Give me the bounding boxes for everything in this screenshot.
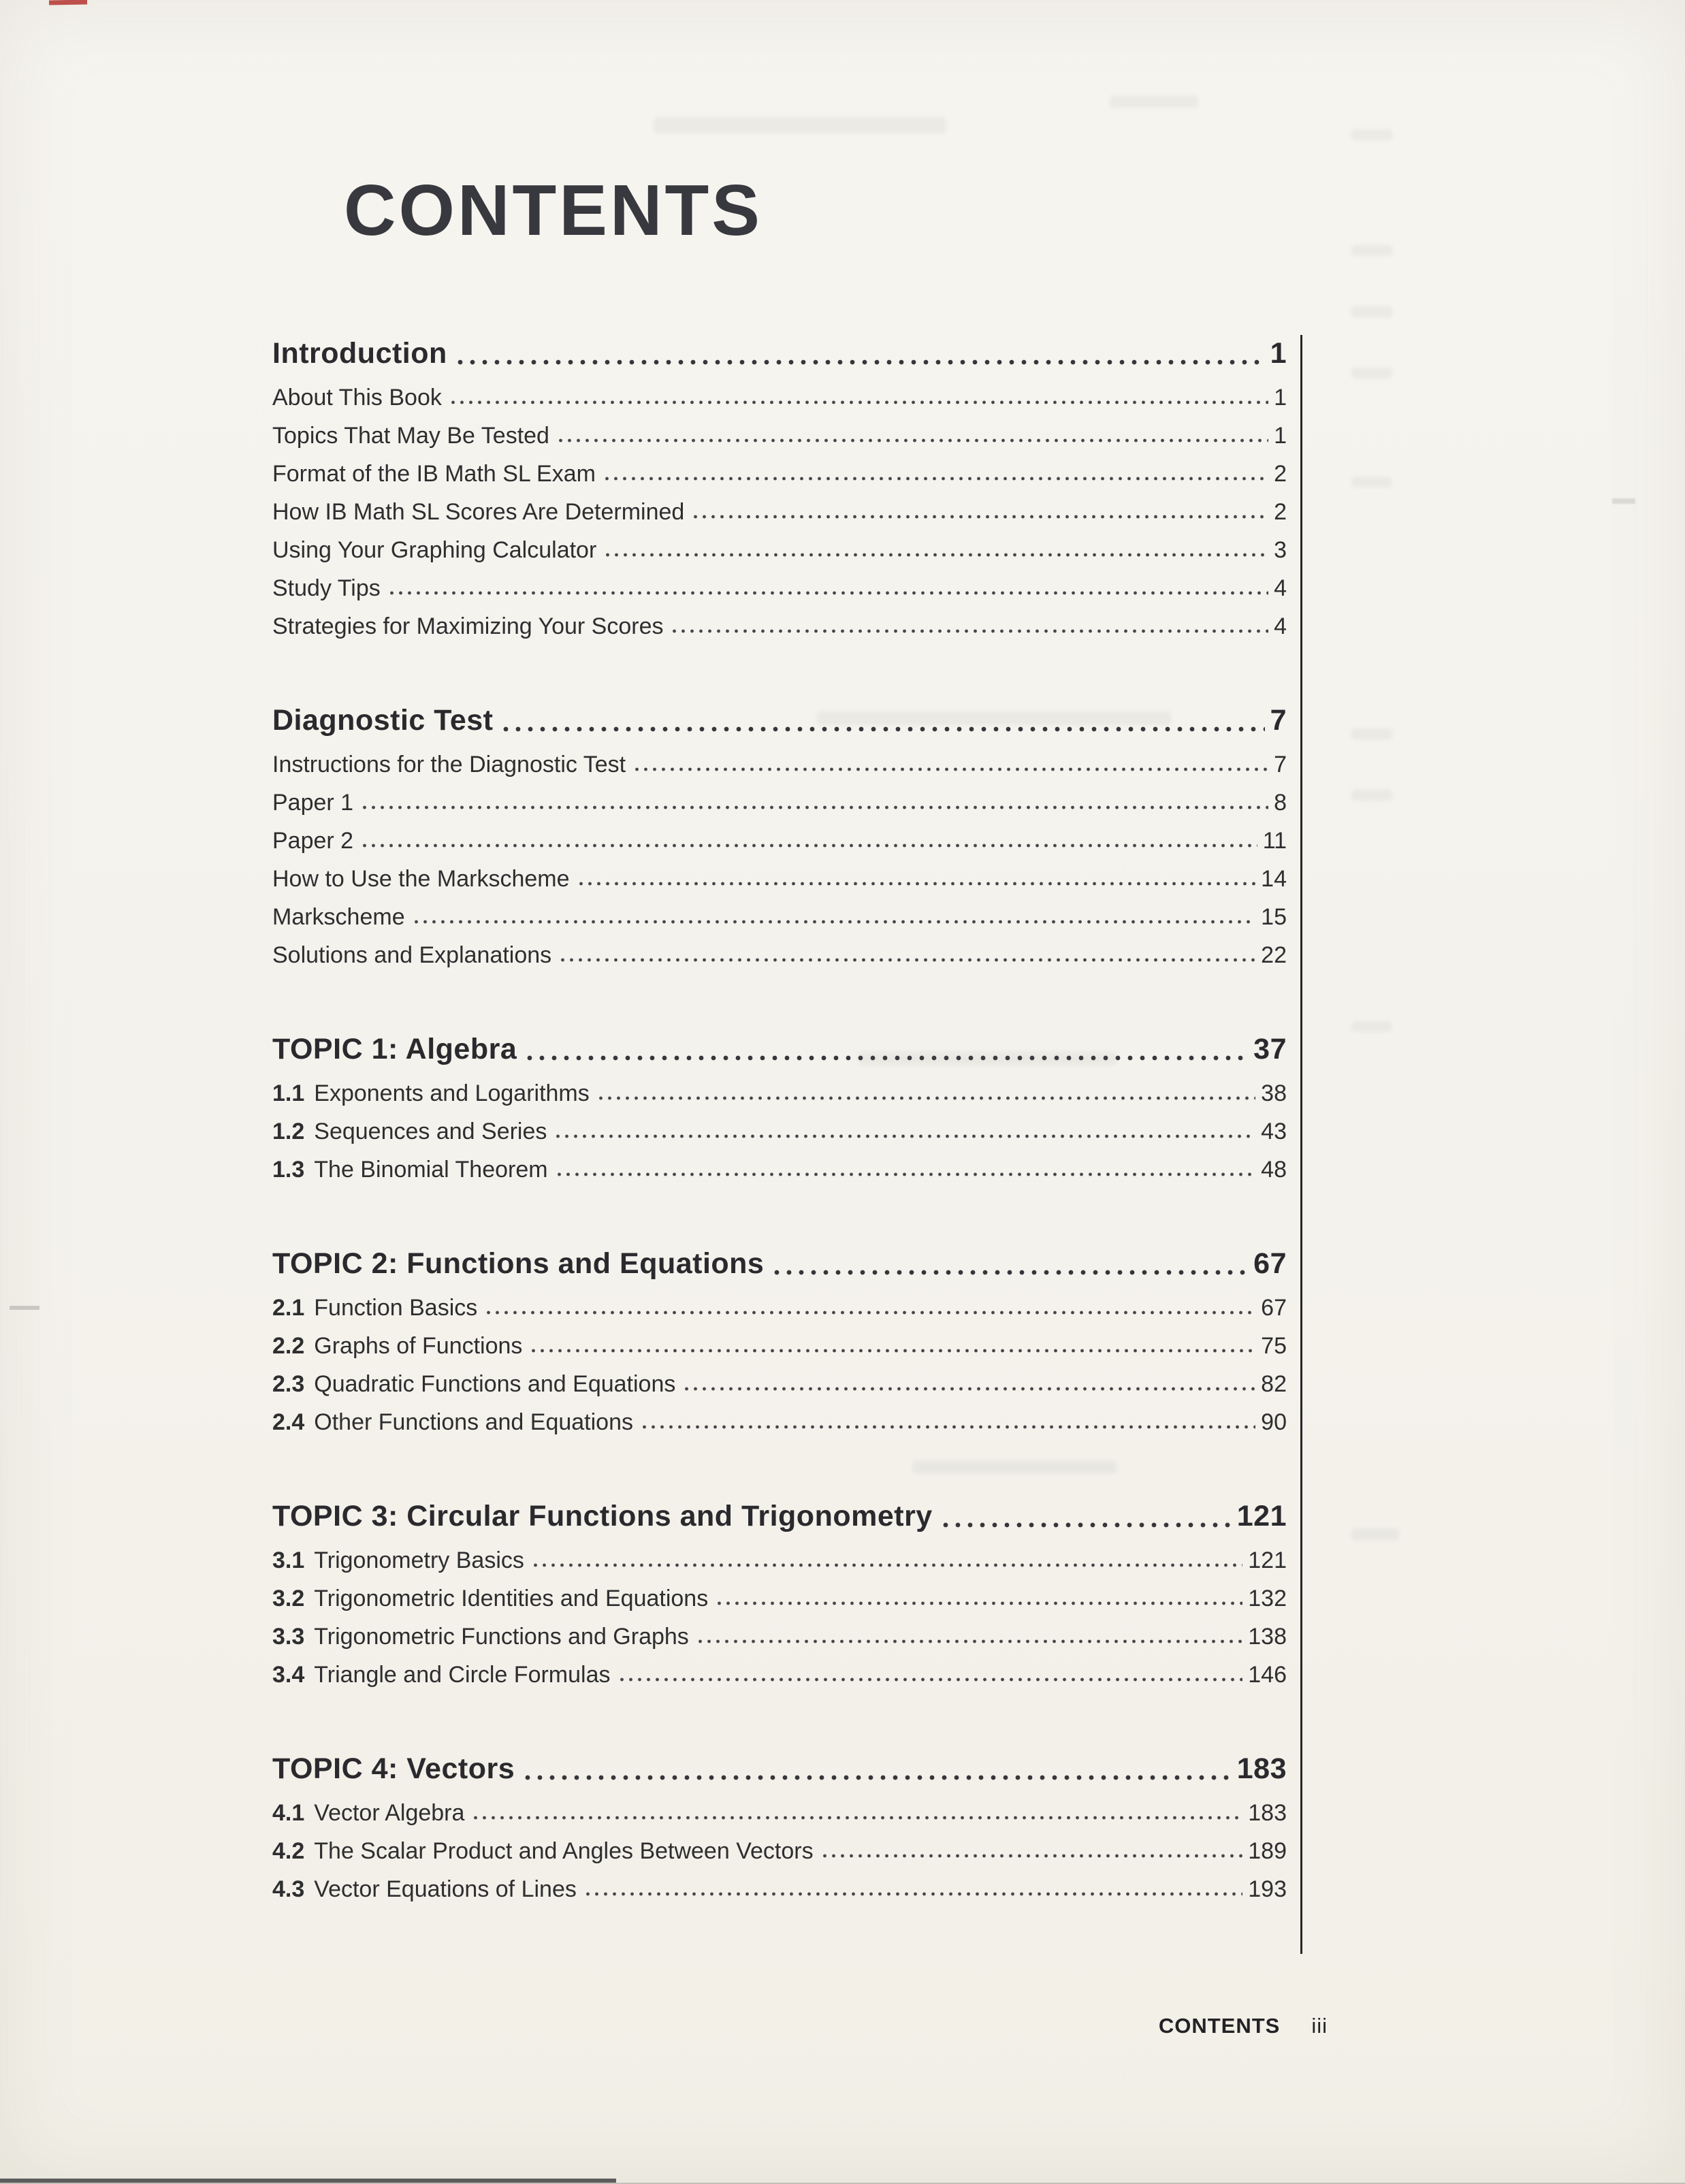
entry-page: 15 [1261, 904, 1287, 931]
entry-title: How to Use the Markscheme [272, 866, 570, 893]
toc-entry-row [272, 462, 1287, 485]
toc-entry-row [272, 1587, 1287, 1610]
dot-leader [412, 920, 1256, 924]
dot-leader [603, 477, 1268, 481]
section-heading-title: TOPIC 4: Vectors [272, 1752, 515, 1786]
entry-title: Solutions and Explanations [272, 942, 552, 969]
bleed-bar [1351, 129, 1392, 140]
toc-entry-row [272, 1334, 1287, 1358]
dot-leader [596, 1096, 1255, 1100]
scan-artifact-bottom-line [0, 2179, 616, 2183]
toc-entry-row [272, 577, 1287, 600]
scan-artifact-left-dash [10, 1306, 39, 1310]
section-entries [272, 753, 1287, 967]
toc-entry-row [272, 539, 1287, 562]
toc-entry-row [272, 1411, 1287, 1434]
section-heading-page: 7 [1270, 704, 1287, 737]
toc-entry-row [272, 615, 1287, 638]
entry-title: Function Basics [314, 1295, 478, 1321]
entry-title: Triangle and Circle Formulas [314, 1662, 611, 1688]
bleed-bar [1351, 368, 1392, 379]
bleed-bar [1110, 95, 1198, 108]
toc-entry-row [272, 753, 1287, 776]
bleed-bar [1351, 306, 1392, 317]
toc-section [272, 336, 1287, 638]
bleed-bar [1351, 728, 1392, 739]
entry-number: 2.2 [272, 1333, 305, 1360]
entry-title: Exponents and Logarithms [314, 1080, 590, 1107]
entry-page: 4 [1274, 575, 1287, 602]
dot-leader [617, 1677, 1243, 1682]
dot-leader [820, 1854, 1243, 1858]
section-entries [272, 1082, 1287, 1181]
toc-entry-row [272, 905, 1287, 929]
entry-title: Markscheme [272, 904, 405, 931]
entry-title: Graphs of Functions [314, 1333, 523, 1360]
entry-number: 1.3 [272, 1157, 305, 1183]
toc-entry-row [272, 1120, 1287, 1143]
entry-title: The Binomial Theorem [314, 1157, 548, 1183]
toc-entry-row [272, 944, 1287, 967]
toc-entry-row [272, 1840, 1287, 1863]
dot-leader [940, 1522, 1232, 1528]
dot-leader [484, 1311, 1255, 1315]
entry-number: 4.2 [272, 1838, 305, 1865]
entry-page: 48 [1261, 1157, 1287, 1183]
entry-number: 4.3 [272, 1876, 305, 1903]
bleed-bar [1351, 790, 1392, 801]
dot-leader [360, 844, 1257, 848]
section-entries [272, 386, 1287, 638]
dot-leader [449, 400, 1268, 404]
section-heading-page: 183 [1236, 1752, 1287, 1786]
toc-entry-row [272, 1663, 1287, 1686]
toc-section [272, 1031, 1287, 1181]
entry-number: 3.4 [272, 1662, 305, 1688]
dot-leader [529, 1349, 1255, 1353]
toc-entry-row [272, 1625, 1287, 1648]
dot-leader [531, 1563, 1242, 1567]
entry-title: Topics That May Be Tested [272, 423, 549, 449]
entry-number: 3.3 [272, 1624, 305, 1650]
dot-leader [500, 726, 1264, 732]
entry-page: 1 [1274, 385, 1287, 411]
dot-leader [715, 1601, 1242, 1605]
entry-page: 132 [1248, 1586, 1287, 1612]
bleed-bar [1351, 1528, 1399, 1541]
entry-number: 3.2 [272, 1586, 305, 1612]
section-heading-title: Diagnostic Test [272, 704, 494, 737]
entry-page: 2 [1274, 499, 1287, 526]
entry-title: Using Your Graphing Calculator [272, 537, 597, 564]
toc-section [272, 1246, 1287, 1434]
toc-entry-row [272, 1296, 1287, 1319]
scan-artifact-right-dash [1612, 498, 1635, 504]
section-heading-page: 37 [1253, 1033, 1287, 1066]
section-heading-page: 121 [1236, 1500, 1287, 1533]
page-title: CONTENTS [344, 170, 763, 251]
dot-leader [682, 1387, 1255, 1391]
dot-leader [471, 1816, 1242, 1820]
entry-page: 121 [1248, 1547, 1287, 1574]
dot-leader [603, 553, 1268, 557]
section-heading-title: TOPIC 2: Functions and Equations [272, 1247, 765, 1281]
entry-title: The Scalar Product and Angles Between Vectors [314, 1838, 814, 1865]
toc-entry-row [272, 1549, 1287, 1572]
dot-leader [555, 1172, 1256, 1176]
section-heading-row [272, 1751, 1287, 1786]
page-footer [1159, 2014, 1328, 2038]
dot-leader [454, 359, 1265, 365]
entry-number: 2.4 [272, 1409, 305, 1436]
entry-title: Vector Equations of Lines [314, 1876, 577, 1903]
entry-page: 11 [1262, 828, 1287, 854]
vertical-rule [1300, 335, 1302, 1954]
entry-title: Strategies for Maximizing Your Scores [272, 613, 664, 640]
toc-entry-row [272, 1082, 1287, 1105]
entry-title: Quadratic Functions and Equations [314, 1371, 676, 1398]
toc-sections [272, 336, 1287, 1901]
dot-leader [583, 1892, 1242, 1896]
dot-leader [577, 882, 1256, 886]
dot-leader [670, 629, 1268, 633]
dot-leader [524, 1055, 1248, 1061]
section-heading-page: 67 [1253, 1247, 1287, 1281]
toc-section [272, 1751, 1287, 1901]
entry-number: 2.3 [272, 1371, 305, 1398]
entry-title: Other Functions and Equations [314, 1409, 633, 1436]
entry-page: 138 [1248, 1624, 1287, 1650]
dot-leader [558, 958, 1255, 962]
entry-title: About This Book [272, 385, 442, 411]
toc-entry-row [272, 1158, 1287, 1181]
entry-number: 3.1 [272, 1547, 305, 1574]
entry-page: 7 [1274, 752, 1287, 778]
toc-entry-row [272, 791, 1287, 814]
dot-leader [691, 515, 1268, 519]
dot-leader [640, 1425, 1255, 1429]
entry-page: 2 [1274, 461, 1287, 487]
bleed-bar [1351, 477, 1392, 487]
entry-title: Trigonometry Basics [314, 1547, 524, 1574]
entry-page: 1 [1274, 423, 1287, 449]
entry-page: 75 [1261, 1333, 1287, 1360]
entry-page: 90 [1261, 1409, 1287, 1436]
toc-entry-row [272, 829, 1287, 852]
entry-title: Instructions for the Diagnostic Test [272, 752, 626, 778]
toc-entry-row [272, 386, 1287, 409]
scan-artifact-red-mark [49, 0, 87, 5]
toc-entry-row [272, 1878, 1287, 1901]
entry-page: 22 [1261, 942, 1287, 969]
entry-number: 4.1 [272, 1800, 305, 1827]
section-heading-row [272, 1246, 1287, 1281]
entry-page: 38 [1261, 1080, 1287, 1107]
entry-title: Sequences and Series [314, 1119, 547, 1145]
footer-section-label: CONTENTS [1158, 2014, 1281, 2038]
section-heading-row [272, 1031, 1287, 1067]
section-heading-row [272, 703, 1287, 738]
section-entries [272, 1549, 1287, 1686]
entry-page: 193 [1248, 1876, 1287, 1903]
entry-page: 4 [1274, 613, 1287, 640]
entry-page: 189 [1248, 1838, 1287, 1865]
entry-page: 146 [1248, 1662, 1287, 1688]
entry-page: 43 [1261, 1119, 1287, 1145]
dot-leader [771, 1270, 1248, 1275]
entry-page: 8 [1274, 790, 1287, 816]
entry-title: Format of the IB Math SL Exam [272, 461, 596, 487]
bleed-bar [1351, 1021, 1392, 1032]
entry-title: Trigonometric Identities and Equations [314, 1586, 709, 1612]
toc-entry-row [272, 1801, 1287, 1825]
entry-page: 183 [1248, 1800, 1287, 1827]
section-heading-title: TOPIC 1: Algebra [272, 1033, 517, 1066]
dot-leader [632, 767, 1268, 771]
section-heading-title: Introduction [272, 337, 447, 370]
dot-leader [360, 805, 1268, 809]
section-entries [272, 1801, 1287, 1901]
entry-number: 1.2 [272, 1119, 305, 1145]
toc-entry-row [272, 424, 1287, 447]
entry-title: Study Tips [272, 575, 381, 602]
dot-leader [553, 1134, 1255, 1138]
entry-title: How IB Math SL Scores Are Determined [272, 499, 685, 526]
section-heading-row [272, 1498, 1287, 1534]
toc-entry-row [272, 1372, 1287, 1396]
dot-leader [556, 438, 1268, 443]
entry-page: 14 [1261, 866, 1287, 893]
toc-section [272, 1498, 1287, 1686]
section-heading-title: TOPIC 3: Circular Functions and Trigonometry [272, 1500, 933, 1533]
entry-page: 67 [1261, 1295, 1287, 1321]
section-heading-page: 1 [1270, 337, 1287, 370]
entry-title: Paper 1 [272, 790, 354, 816]
entry-page: 3 [1274, 537, 1287, 564]
entry-title: Vector Algebra [314, 1800, 465, 1827]
toc-entry-row [272, 500, 1287, 524]
section-heading-row [272, 336, 1287, 371]
dot-leader [521, 1775, 1232, 1780]
entry-title: Trigonometric Functions and Graphs [314, 1624, 689, 1650]
dot-leader [696, 1639, 1242, 1643]
entry-number: 1.1 [272, 1080, 305, 1107]
dot-leader [387, 591, 1268, 595]
entry-page: 82 [1261, 1371, 1287, 1398]
entry-number: 2.1 [272, 1295, 305, 1321]
bleed-bar [654, 117, 946, 133]
toc-section [272, 703, 1287, 967]
entry-title: Paper 2 [272, 828, 354, 854]
toc-entry-row [272, 866, 1287, 893]
footer-page-number: iii [1311, 2014, 1328, 2038]
section-entries [272, 1296, 1287, 1434]
